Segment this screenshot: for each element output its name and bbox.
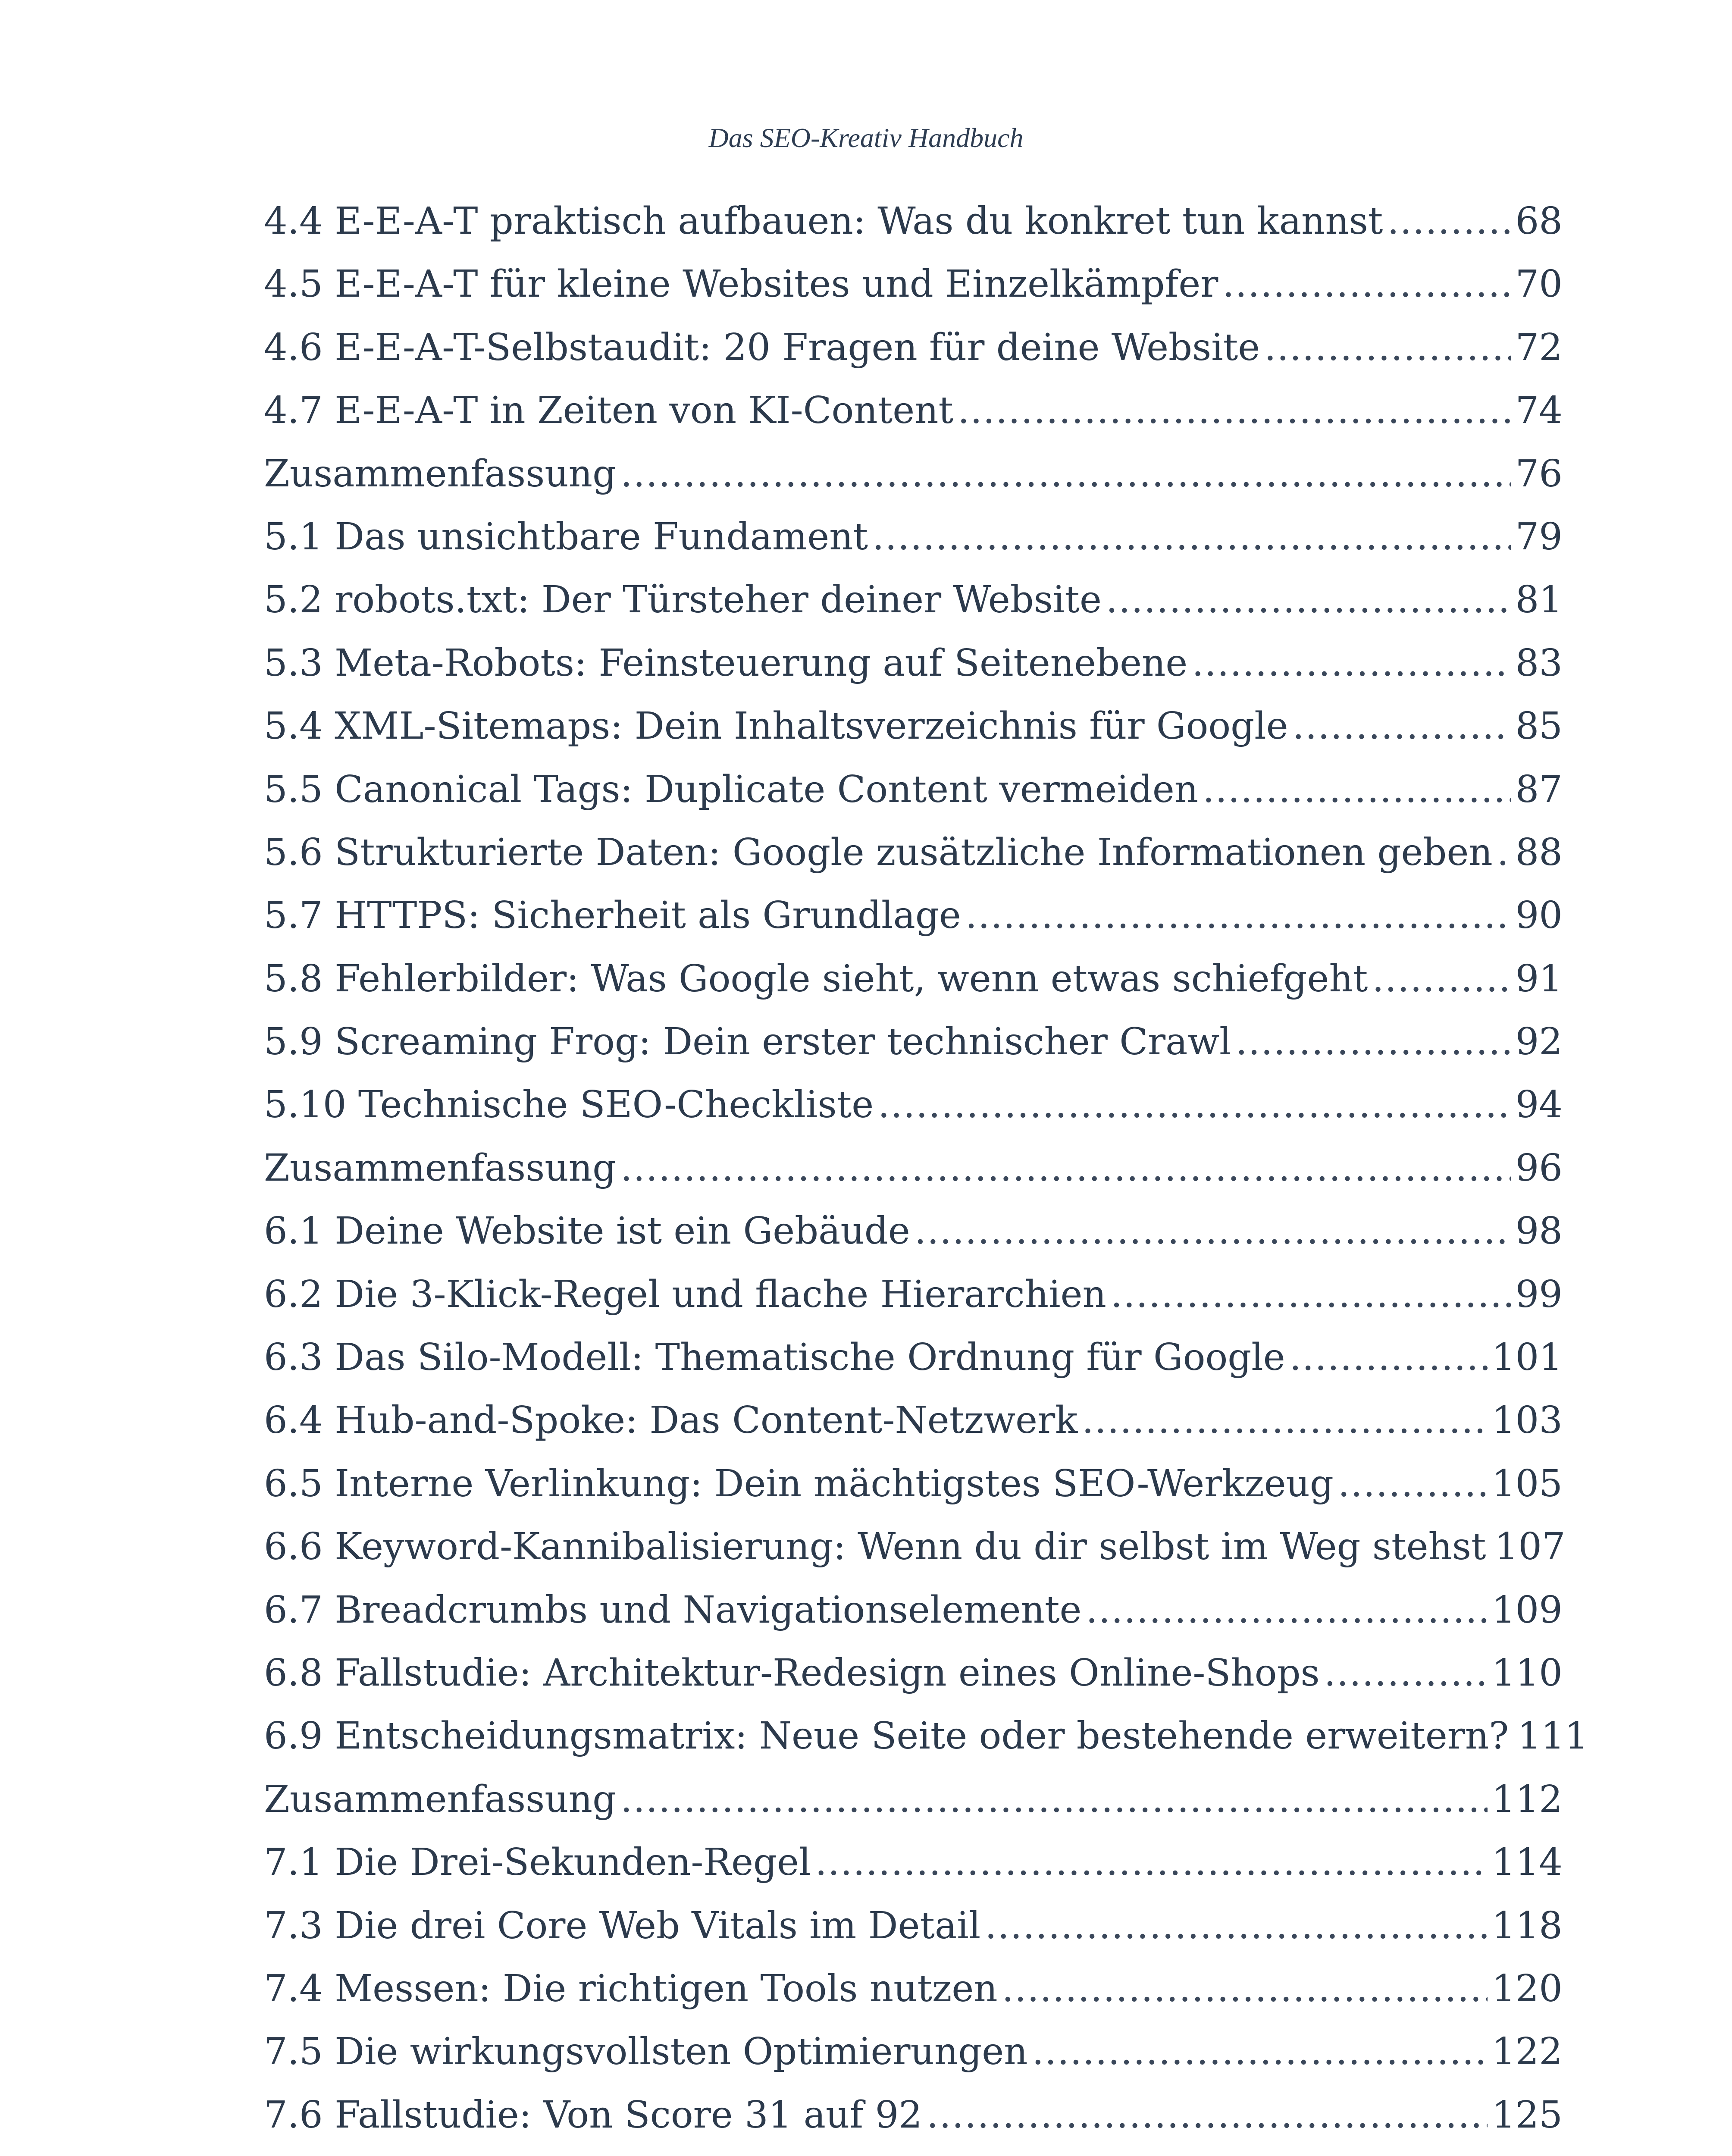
- toc-entry[interactable]: [264, 1714, 1588, 1780]
- toc-entry[interactable]: [264, 1462, 1563, 1528]
- toc-entry-page: 112: [1491, 1777, 1563, 1821]
- toc-entry[interactable]: [264, 1399, 1563, 1465]
- toc-entry[interactable]: [264, 830, 1563, 897]
- toc-entry-title: Zusammenfassung: [264, 452, 617, 495]
- dot-leader: [1203, 771, 1511, 808]
- toc-entry-title: 6.4 Hub-and-Spoke: Das Content-Netzwerk: [264, 1399, 1078, 1442]
- toc-entry[interactable]: [264, 1525, 1566, 1591]
- toc-entry-page: 85: [1515, 705, 1563, 748]
- toc-entry-title: 5.1 Das unsichtbare Fundament: [264, 515, 868, 558]
- toc-entry-title: 5.5 Canonical Tags: Duplicate Content vermeiden: [264, 768, 1199, 811]
- toc-entry-title: 5.3 Meta-Robots: Feinsteuerung auf Seitenebene: [264, 641, 1188, 685]
- dot-leader: [1032, 2033, 1488, 2070]
- dot-leader: [927, 2096, 1488, 2134]
- dot-leader: [1192, 645, 1511, 682]
- dot-leader: [872, 518, 1511, 555]
- dot-leader: [915, 1213, 1511, 1250]
- toc-entry-title: Zusammenfassung: [264, 1146, 617, 1190]
- toc-entry-page: 76: [1515, 452, 1563, 495]
- toc-entry-title: 4.4 E-E-A-T praktisch aufbauen: Was du konkret tun kannst: [264, 200, 1383, 243]
- toc-entry-page: 79: [1515, 515, 1563, 558]
- toc-entry-title: 7.4 Messen: Die richtigen Tools nutzen: [264, 1967, 998, 2010]
- dot-leader: [1293, 708, 1511, 745]
- toc-entry[interactable]: [264, 1904, 1563, 1970]
- toc-entry-title: 5.8 Fehlerbilder: Was Google sieht, wenn etwas schiefgeht: [264, 957, 1368, 1000]
- toc-entry[interactable]: [264, 326, 1563, 392]
- toc-entry-title: 5.2 robots.txt: Der Türsteher deiner Website: [264, 578, 1102, 622]
- toc-entry-page: 74: [1515, 389, 1563, 432]
- toc-entry[interactable]: [264, 957, 1563, 1023]
- toc-entry-page: 125: [1491, 2093, 1563, 2137]
- toc-entry[interactable]: [264, 705, 1563, 771]
- toc-entry[interactable]: [264, 452, 1563, 518]
- toc-entry-page: 103: [1491, 1399, 1563, 1442]
- toc-entry-title: 5.10 Technische SEO-Checkliste: [264, 1083, 874, 1127]
- dot-leader: [1387, 203, 1511, 240]
- toc-entry-page: 68: [1515, 200, 1563, 243]
- toc-entry-title: 6.6 Keyword-Kannibalisierung: Wenn du dir selbst im Weg stehst: [264, 1525, 1486, 1569]
- toc-entry-title: 5.7 HTTPS: Sicherheit als Grundlage: [264, 894, 961, 937]
- dot-leader: [815, 1844, 1488, 1881]
- toc-entry-page: 110: [1491, 1651, 1563, 1695]
- toc-entry-page: 105: [1491, 1462, 1563, 1505]
- toc-entry[interactable]: [264, 1210, 1563, 1275]
- dot-leader: [1264, 329, 1511, 366]
- dot-leader: [620, 1781, 1488, 1818]
- toc-entry-page: 120: [1491, 1967, 1563, 2010]
- dot-leader: [1222, 266, 1511, 303]
- toc-entry-page: 94: [1515, 1083, 1563, 1127]
- toc-entry-title: 4.6 E-E-A-T-Selbstaudit: 20 Fragen für deine Website: [264, 326, 1260, 369]
- toc-entry-page: 98: [1515, 1210, 1563, 1253]
- dot-leader: [878, 1086, 1511, 1123]
- running-header: Das SEO-Kreativ Handbuch: [708, 122, 1024, 153]
- toc-entry[interactable]: [264, 894, 1563, 960]
- toc-entry[interactable]: [264, 1020, 1563, 1086]
- dot-leader: [1111, 1276, 1511, 1313]
- toc-entry[interactable]: [264, 263, 1563, 329]
- dot-leader: [1372, 960, 1511, 997]
- toc-entry-title: 5.4 XML-Sitemaps: Dein Inhaltsverzeichnis für Google: [264, 705, 1288, 748]
- toc-entry-title: 6.7 Breadcrumbs und Navigationselemente: [264, 1588, 1082, 1632]
- toc-entry-page: 88: [1515, 830, 1563, 874]
- dot-leader: [620, 455, 1511, 492]
- toc-entry[interactable]: [264, 1777, 1563, 1844]
- toc-entry[interactable]: [264, 515, 1563, 581]
- dot-leader: [1082, 1402, 1488, 1439]
- toc-entry[interactable]: [264, 1841, 1563, 1907]
- dot-leader: [1290, 1339, 1488, 1376]
- toc-entry-title: 6.5 Interne Verlinkung: Dein mächtigstes SEO-Werkzeug: [264, 1462, 1334, 1505]
- toc-entry-page: 87: [1515, 768, 1563, 811]
- dot-leader: [1324, 1655, 1488, 1692]
- toc-entry-title: Zusammenfassung: [264, 1777, 617, 1821]
- toc-entry-page: 91: [1515, 957, 1563, 1000]
- toc-entry-title: 4.5 E-E-A-T für kleine Websites und Einzelkämpfer: [264, 263, 1218, 306]
- toc-entry-title: 6.9 Entscheidungsmatrix: Neue Seite oder bestehende erweitern?: [264, 1714, 1509, 1758]
- dot-leader: [1106, 581, 1511, 618]
- toc-entry[interactable]: [264, 1083, 1563, 1149]
- toc-entry[interactable]: [264, 1588, 1563, 1655]
- toc-entry-title: 6.8 Fallstudie: Architektur-Redesign eines Online-Shops: [264, 1651, 1320, 1695]
- toc-entry-title: 5.6 Strukturierte Daten: Google zusätzliche Informationen geben: [264, 830, 1493, 874]
- dot-leader: [1002, 1970, 1488, 2007]
- toc-entry-page: 109: [1491, 1588, 1563, 1632]
- toc-entry-page: 122: [1491, 2030, 1563, 2074]
- toc-entry-page: 107: [1494, 1525, 1566, 1569]
- toc-entry[interactable]: [264, 1967, 1563, 2033]
- toc-entry[interactable]: [264, 641, 1563, 708]
- toc-entry[interactable]: [264, 578, 1563, 644]
- toc-entry-page: 101: [1491, 1336, 1563, 1379]
- dot-leader: [620, 1150, 1511, 1187]
- dot-leader: [958, 392, 1511, 429]
- toc-entry-page: 83: [1515, 641, 1563, 685]
- toc-entry-title: 7.1 Die Drei-Sekunden-Regel: [264, 1841, 811, 1884]
- dot-leader: [985, 1907, 1488, 1944]
- dot-leader: [1497, 834, 1511, 871]
- dot-leader: [1338, 1465, 1488, 1502]
- dot-leader: [965, 897, 1511, 934]
- toc-entry-page: 114: [1491, 1841, 1563, 1884]
- toc-entry-page: 90: [1515, 894, 1563, 937]
- toc-entry-page: 118: [1491, 1904, 1563, 1947]
- dot-leader: [1086, 1592, 1487, 1629]
- toc-entry-page: 92: [1515, 1020, 1563, 1064]
- toc-entry-page: 70: [1515, 263, 1563, 306]
- toc-entry-title: 6.1 Deine Website ist ein Gebäude: [264, 1210, 910, 1253]
- toc-entry[interactable]: [264, 1272, 1563, 1339]
- toc-entry[interactable]: [264, 1651, 1563, 1717]
- toc-entry-title: 4.7 E-E-A-T in Zeiten von KI-Content: [264, 389, 954, 432]
- toc-entry-title: 6.2 Die 3-Klick-Regel und flache Hierarchien: [264, 1272, 1106, 1316]
- toc-entry[interactable]: [264, 1336, 1563, 1402]
- toc-entry-page: 96: [1515, 1146, 1563, 1190]
- toc-entry-page: 111: [1517, 1714, 1588, 1758]
- toc-entry-page: 99: [1515, 1272, 1563, 1316]
- toc-entry[interactable]: [264, 768, 1563, 834]
- toc-entry-title: 6.3 Das Silo-Modell: Thematische Ordnung für Google: [264, 1336, 1285, 1379]
- toc-entry[interactable]: [264, 200, 1563, 266]
- toc-entry-title: 7.6 Fallstudie: Von Score 31 auf 92: [264, 2093, 923, 2137]
- toc-entry-page: 72: [1515, 326, 1563, 369]
- toc-entry-title: 7.5 Die wirkungsvollsten Optimierungen: [264, 2030, 1028, 2074]
- toc-entry[interactable]: [264, 2093, 1563, 2156]
- toc-entry-title: 7.3 Die drei Core Web Vitals im Detail: [264, 1904, 981, 1947]
- toc-entry[interactable]: [264, 389, 1563, 455]
- toc-entry[interactable]: [264, 1146, 1563, 1213]
- toc-entry[interactable]: [264, 2030, 1563, 2096]
- toc-entry-title: 5.9 Screaming Frog: Dein erster technischer Crawl: [264, 1020, 1231, 1064]
- toc-entry-page: 81: [1515, 578, 1563, 622]
- dot-leader: [1236, 1023, 1511, 1060]
- table-of-contents: [264, 200, 1588, 2156]
